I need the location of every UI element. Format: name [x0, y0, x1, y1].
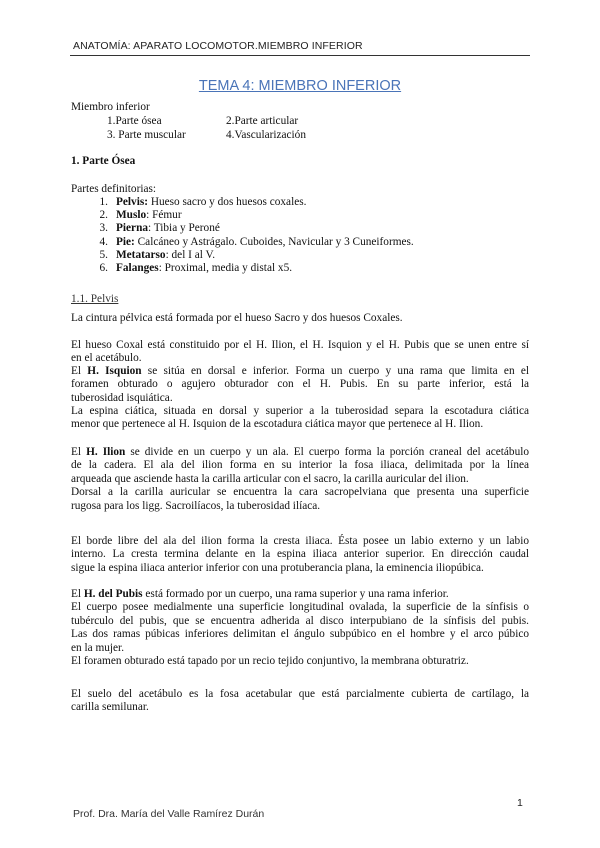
- list-item: 2. Muslo: Fémur: [99, 209, 182, 222]
- list-item: 4. Pie: Calcáneo y Astrágalo. Cuboides, Navicular y 3 Cuneiformes.: [99, 235, 414, 248]
- list-item: 3. Pierna: Tibia y Peroné: [99, 222, 220, 235]
- list-item: 6. Falanges: Proximal, media y distal x5.: [99, 262, 293, 275]
- page-title: TEMA 4: MIEMBRO INFERIOR: [198, 78, 402, 94]
- index-heading: Miembro inferior: [71, 101, 150, 113]
- list-item: 1. Pelvis: Hueso sacro y dos huesos coxales.: [99, 196, 307, 208]
- index-item: 4.Vascularización: [226, 129, 306, 141]
- pelvis-intro: La cintura pélvica está formada por el hueso Sacro y dos huesos Coxales.: [71, 312, 403, 324]
- index-item: 2.Parte articular: [226, 115, 299, 127]
- page-number: 1: [517, 797, 523, 809]
- parts-list: [92, 196, 414, 275]
- paragraph-espina: La espina ciática, situada en dorsal y superior a la tuberosidad separa la escotadura ciática menor que pertenece al H. Isquion de la escotadura ciática mayor que pertenece al H. Ilion.: [71, 405, 529, 431]
- header-rule: [70, 55, 530, 56]
- parts-intro: Partes definitorias:: [71, 183, 157, 195]
- running-header: ANATOMÍA: APARATO LOCOMOTOR.MIEMBRO INFERIOR: [73, 40, 363, 52]
- paragraph-ilion: El H. Ilion se divide en un cuerpo y un ala. El cuerpo forma la porción craneal del acetábulo de la cadera. El ala del ilion forma en su interior la fosa iliaca, delimitada por la línea arqueada que asciende hasta la carilla articular con el sacro, la carilla auricular del ilion. Dorsal a la carilla auricular se encuentra la cara sacropelviana que presenta una superficie rugosa para los ligg. Sacroilíacos, la tuberosidad ilíaca.: [71, 446, 529, 512]
- index-item: 3. Parte muscular: [107, 129, 186, 141]
- index-item: 1.Parte ósea: [107, 115, 162, 127]
- section-heading: 1. Parte Ósea: [71, 155, 136, 167]
- paragraph-suelo: El suelo del acetábulo es la fosa acetabular que está parcialmente cubierta de cartílago, la carilla semilunar.: [71, 688, 529, 714]
- paragraph-pubis: El H. del Pubis está formado por un cuerpo, una rama superior y una rama inferior. El cuerpo posee medialmente una superficie longitudinal ovalada, la superficie de la sínfisis o tubérculo del pubis, que se encuentra adherida al disco interpubiano de la sínfisis del pubis. Las dos ramas púbicas inferiores delimitan el ángulo subpúbico en el hombre y el arco púbico en la mujer. El foramen obturado está tapado por un recio tejido conjuntivo, la membrana obturatriz.: [71, 588, 529, 668]
- paragraph-coxal: El hueso Coxal está constituido por el H. Ilion, el H. Isquion y el H. Pubis que se unen entre sí en el acetábulo.: [71, 339, 529, 365]
- paragraph-isquion: El H. Isquion se sitúa en dorsal e inferior. Forma un cuerpo y una rama que limita en el foramen obturado o agujero obturador con el H. Pubis. En su parte inferior, está la tuberosidad isquiática.: [71, 365, 529, 404]
- footer-author: Prof. Dra. María del Valle Ramírez Durán: [73, 808, 265, 820]
- paragraph-borde: El borde libre del ala del ilion forma la cresta iliaca. Ésta posee un labio externo y un labio interno. La cresta termina delante en la espina iliaca anterior superior. En dirección caudal sigue la espina iliaca anterior inferior con una protuberancia plana, la eminencia iliopúbica.: [71, 535, 529, 574]
- subsection-heading: 1.1. Pelvis: [71, 293, 119, 305]
- list-item: 5. Metatarso: del I al V.: [99, 248, 216, 261]
